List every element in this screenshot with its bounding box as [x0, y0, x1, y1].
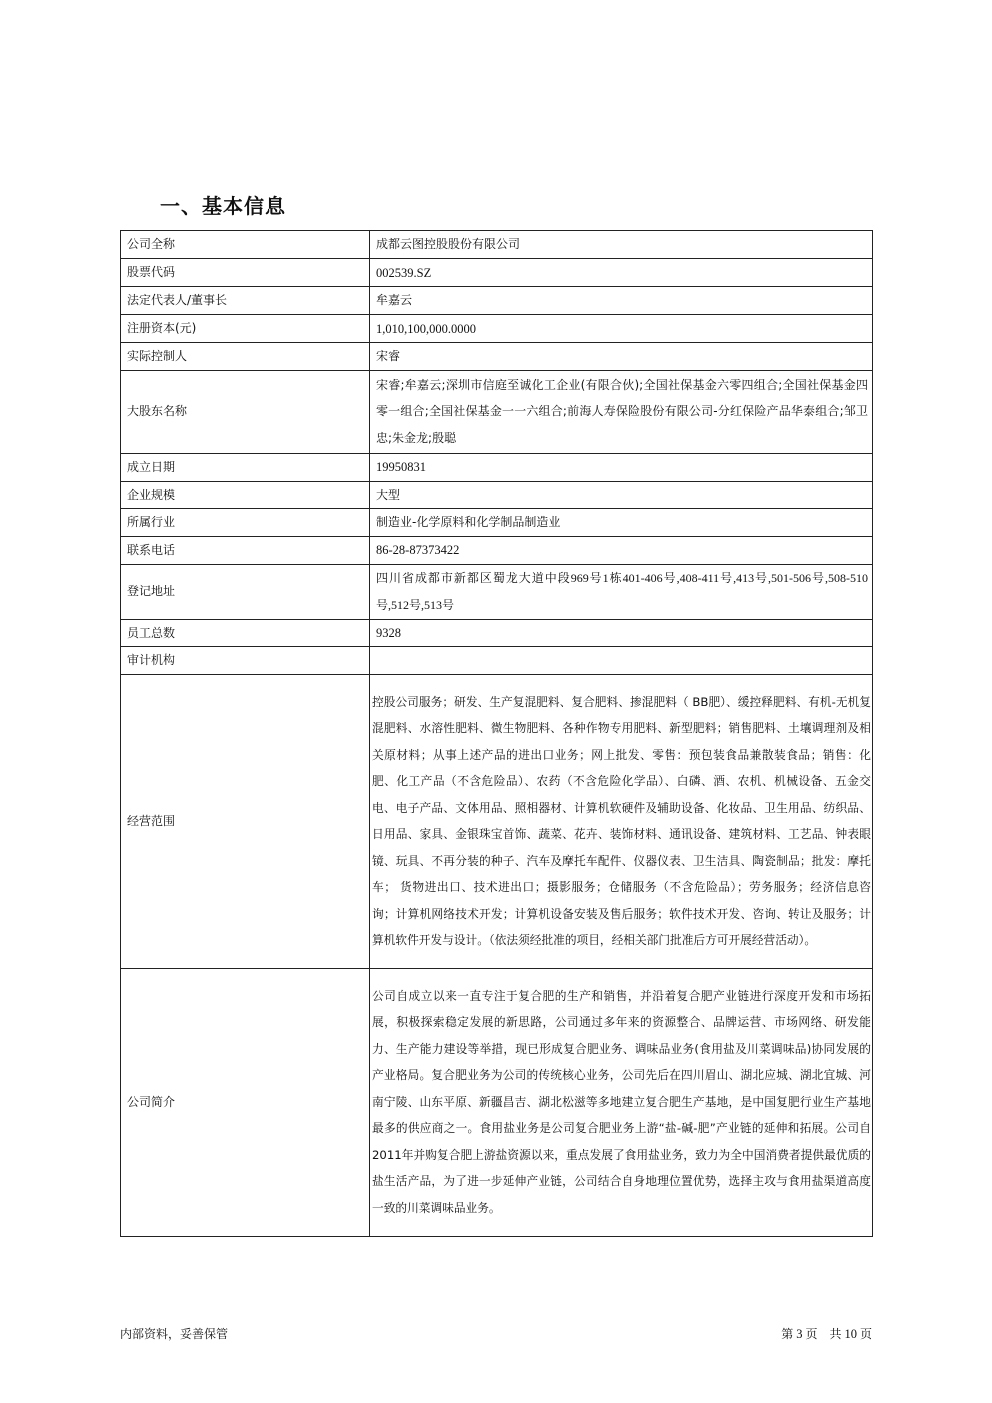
table-row — [121, 231, 873, 259]
page-suffix: 页 — [859, 1327, 872, 1341]
table-row — [121, 481, 873, 509]
value-scale: 大型 — [370, 481, 873, 509]
page-prefix: 第 — [781, 1327, 794, 1341]
value-shareholders: 宋睿;牟嘉云;深圳市信庭至诚化工企业(有限合伙);全国社保基金六零四组合;全国社保基金四零一组合;全国社保基金一一六组合;前海人寿保险股份有限公司-分红保险产品华泰组合;邹卫忠;朱金龙;殷聪 — [370, 370, 873, 453]
value-stock-code: 002539.SZ — [370, 259, 873, 287]
value-industry: 制造业-化学原料和化学制品制造业 — [370, 509, 873, 537]
value-phone: 86-28-87373422 — [370, 537, 873, 565]
label-employees: 员工总数 — [121, 619, 370, 647]
value-controller: 宋睿 — [370, 343, 873, 371]
label-legal-rep: 法定代表人/董事长 — [121, 287, 370, 315]
basic-info-table — [120, 230, 873, 1237]
table-row — [121, 647, 873, 675]
footer-confidential-note: 内部资料，妥善保管 — [120, 1327, 229, 1341]
label-auditor: 审计机构 — [121, 647, 370, 675]
table-row — [121, 674, 873, 968]
table-row — [121, 564, 873, 619]
label-controller: 实际控制人 — [121, 343, 370, 371]
footer-page-number — [781, 1325, 872, 1342]
label-scale: 企业规模 — [121, 481, 370, 509]
label-stock-code: 股票代码 — [121, 259, 370, 287]
table-row — [121, 619, 873, 647]
table-row — [121, 287, 873, 315]
page-mid: 页 共 — [805, 1327, 842, 1341]
page-current: 3 — [796, 1327, 803, 1341]
label-address: 登记地址 — [121, 564, 370, 619]
value-legal-rep: 牟嘉云 — [370, 287, 873, 315]
label-company-name: 公司全称 — [121, 231, 370, 259]
label-industry: 所属行业 — [121, 509, 370, 537]
table-row — [121, 453, 873, 481]
value-auditor — [370, 647, 873, 675]
value-business-scope: 控股公司服务；研发、生产复混肥料、复合肥料、掺混肥料（ BB肥）、缓控释肥料、有机-无机复混肥料、水溶性肥料、微生物肥料、各种作物专用肥料、新型肥料；销售肥料、土壤调理剂及相关原材料；从事上述产品的进出口业务；网上批发、零售：预包装食品兼散装食品；销售：化肥、化工产品（不含危险品）、农药（不含危险化学品）、白磷、酒、农机、机械设备、五金交电、电子产品、文体用品、照相器材、计算机软硬件及辅助设备、化妆品、卫生用品、纺织品、日用品、家具、金银珠宝首饰、蔬菜、花卉、装饰材料、通讯设备、建筑材料、工艺品、钟表眼镜、玩具、不再分装的种子、汽车及摩托车配件、仪器仪表、卫生洁具、陶瓷制品；批发：摩托车； 货物进出口、技术进出口；摄影服务；仓储服务（不含危险品）；劳务服务；经济信息咨询；计算机网络技术开发；计算机设备安装及售后服务；软件技术开发、咨询、转让及服务；计算机软件开发与设计。（依法须经批准的项目，经相关部门批准后方可开展经营活动）。 — [370, 674, 873, 968]
label-profile: 公司简介 — [121, 968, 370, 1236]
table-row — [121, 259, 873, 287]
table-row — [121, 315, 873, 343]
table-row — [121, 509, 873, 537]
value-address: 四川省成都市新都区蜀龙大道中段969号1栋401-406号,408-411号,413号,501-506号,508-510号,512号,513号 — [370, 564, 873, 619]
label-phone: 联系电话 — [121, 537, 370, 565]
table-row — [121, 968, 873, 1236]
table-row — [121, 537, 873, 565]
label-founded: 成立日期 — [121, 453, 370, 481]
value-company-name: 成都云图控股股份有限公司 — [370, 231, 873, 259]
page-total: 10 — [844, 1327, 857, 1341]
table-row — [121, 370, 873, 453]
table-row — [121, 343, 873, 371]
value-founded: 19950831 — [370, 453, 873, 481]
label-reg-capital: 注册资本(元) — [121, 315, 370, 343]
section-title: 一、基本信息 — [160, 194, 286, 218]
value-reg-capital: 1,010,100,000.0000 — [370, 315, 873, 343]
value-profile: 公司自成立以来一直专注于复合肥的生产和销售，并沿着复合肥产业链进行深度开发和市场拓展，积极探索稳定发展的新思路，公司通过多年来的资源整合、品牌运营、市场网络、研发能力、生产能力建设等举措，现已形成复合肥业务、调味品业务(食用盐及川菜调味品)协同发展的产业格局。复合肥业务为公司的传统核心业务，公司先后在四川眉山、湖北应城、湖北宜城、河南宁陵、山东平原、新疆昌吉、湖北松滋等多地建立复合肥生产基地，是中国复肥行业生产基地最多的供应商之一。食用盐业务是公司复合肥业务上游“盐-碱-肥”产业链的延伸和拓展。公司自2011年并购复合肥上游盐资源以来，重点发展了食用盐业务，致力为全中国消费者提供最优质的盐生活产品，为了进一步延伸产业链，公司结合自身地理位置优势，选择主攻与食用盐渠道高度一致的川菜调味品业务。 — [370, 968, 873, 1236]
value-employees: 9328 — [370, 619, 873, 647]
label-shareholders: 大股东名称 — [121, 370, 370, 453]
label-business-scope: 经营范围 — [121, 674, 370, 968]
